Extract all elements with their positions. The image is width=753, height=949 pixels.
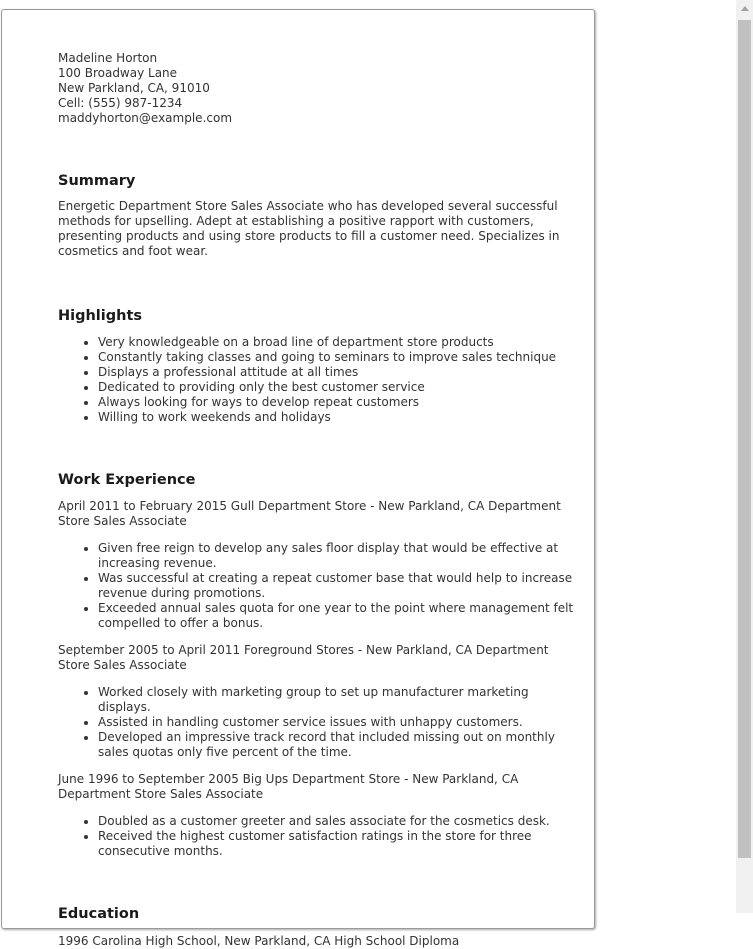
resume-page	[1, 9, 595, 948]
list-item: • Constantly taking classes and going to seminars to improve sales technique	[98, 350, 583, 365]
job-bullets	[58, 814, 583, 859]
contact-block	[58, 51, 583, 126]
vertical-scrollbar[interactable]	[736, 0, 753, 913]
job-bullets	[58, 685, 583, 760]
list-item: • Doubled as a customer greeter and sales associate for the cosmetics desk.	[98, 814, 583, 829]
list-item: • Very knowledgeable on a broad line of department store products	[98, 335, 583, 350]
summary-text: Energetic Department Store Sales Associate who has developed several successful methods for upselling. Adept at establishing a positive rapport with customers, presenting products and using store products to fill a customer need. Specializes in cosmetics and foot wear.	[58, 199, 560, 258]
list-item: • Exceeded annual sales quota for one year to the point where management felt compelled to offer a bonus.	[98, 601, 583, 631]
contact-name: Madeline Horton	[58, 51, 158, 65]
contact-address: 100 Broadway Lane	[58, 66, 178, 80]
list-item: • Given free reign to develop any sales floor display that would be effective at increasing revenue.	[98, 541, 583, 571]
list-item: • Was successful at creating a repeat customer base that would help to increase revenue during promotions.	[98, 571, 583, 601]
education-text: 1996 Carolina High School, New Parkland, CA High School Diploma	[58, 934, 460, 948]
summary-heading: Summary	[58, 173, 136, 189]
list-item: • Worked closely with marketing group to set up manufacturer marketing displays.	[98, 685, 583, 715]
job-entry	[58, 499, 583, 631]
list-item: • Received the highest customer satisfaction ratings in the store for three consecutive months.	[98, 829, 583, 859]
resume-content	[58, 51, 583, 949]
list-item: • Assisted in handling customer service issues with unhappy customers.	[98, 715, 583, 730]
job-entry	[58, 772, 583, 859]
list-item: • Displays a professional attitude at all times	[98, 365, 583, 380]
highlights-section	[58, 307, 583, 425]
job-header: April 2011 to February 2015 Gull Department Store - New Parkland, CA Department Store Sales Associate	[58, 499, 561, 528]
list-item: • Developed an impressive track record that included missing out on monthly sales quotas only five percent of the time.	[98, 730, 583, 760]
education-heading: Education	[58, 906, 140, 922]
list-item: • Willing to work weekends and holidays	[98, 410, 583, 425]
job-entry	[58, 643, 583, 760]
job-bullets	[58, 541, 583, 631]
work-experience-heading: Work Experience	[58, 472, 196, 488]
contact-cell: Cell: (555) 987-1234	[58, 96, 183, 110]
contact-city: New Parkland, CA, 91010	[58, 81, 210, 95]
education-section	[58, 905, 583, 949]
work-experience-section	[58, 471, 583, 859]
highlights-heading: Highlights	[58, 308, 143, 324]
summary-section	[58, 172, 583, 259]
contact-email: maddyhorton@example.com	[58, 111, 233, 125]
scrollbar-thumb[interactable]	[738, 20, 751, 858]
highlights-list	[58, 335, 583, 425]
chevron-up-icon	[741, 6, 749, 11]
list-item: • Always looking for ways to develop repeat customers	[98, 395, 583, 410]
scroll-up-button[interactable]	[736, 0, 753, 17]
job-header: September 2005 to April 2011 Foreground Stores - New Parkland, CA Department Store Sales Associate	[58, 643, 549, 672]
job-header: June 1996 to September 2005 Big Ups Department Store - New Parkland, CA Department Store Sales Associate	[58, 772, 519, 801]
list-item: • Dedicated to providing only the best customer service	[98, 380, 583, 395]
